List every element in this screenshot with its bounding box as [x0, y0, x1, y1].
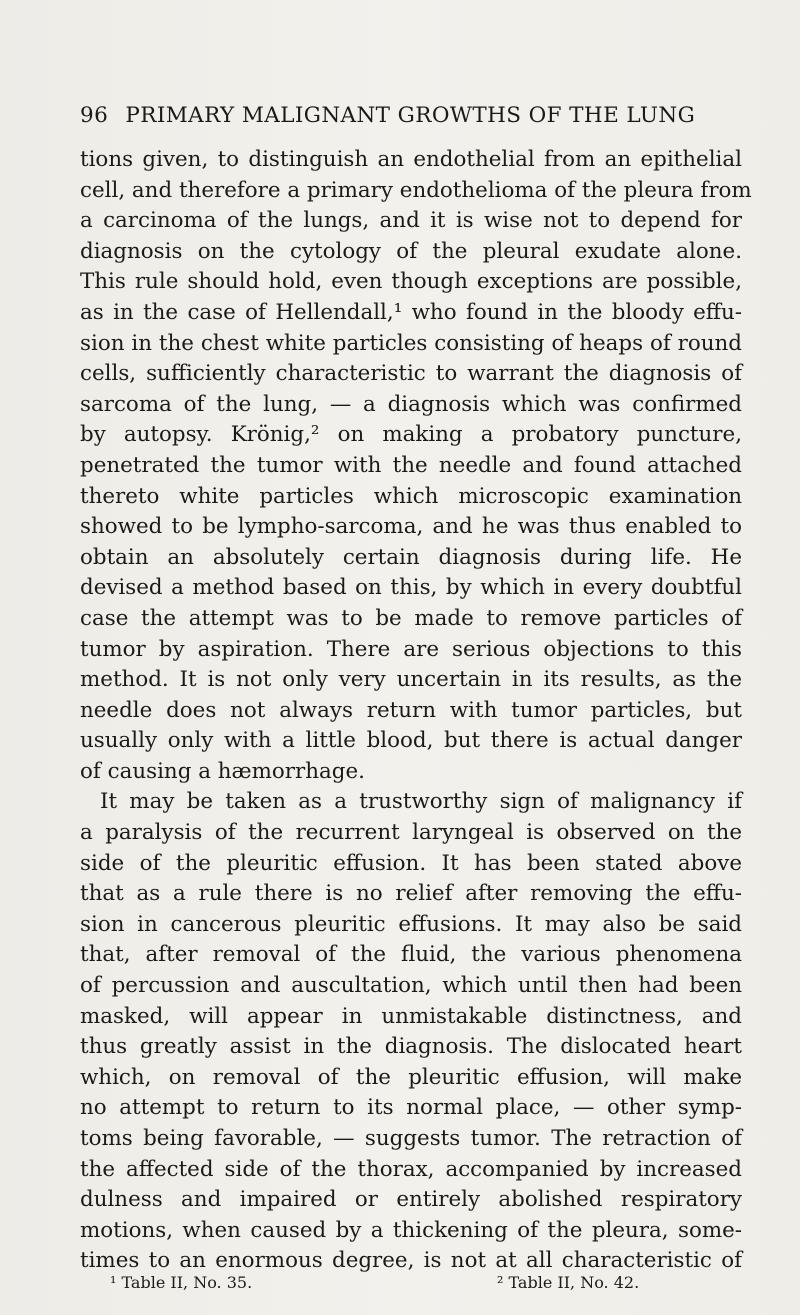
- text-line: cell, and therefore a primary endothelioma of the pleura from: [80, 177, 752, 203]
- text-line: of percussion and auscultation, which until then had been: [80, 973, 742, 999]
- text-line: thereto white particles which microscopic examination: [80, 483, 742, 509]
- text-line: dulness and impaired or entirely abolished respiratory: [80, 1187, 742, 1213]
- text-line: sion in cancerous pleuritic effusions. It may also be said: [80, 911, 742, 937]
- text-line: that, after removal of the fluid, the various phenomena: [80, 942, 742, 968]
- text-line: showed to be lympho-sarcoma, and he was thus enabled to: [80, 514, 742, 540]
- text-line: needle does not always return with tumor particles, but: [80, 697, 742, 723]
- running-title: PRIMARY MALIGNANT GROWTHS OF THE LUNG: [125, 103, 696, 128]
- text-line: case the attempt was to be made to remove particles of: [80, 605, 742, 631]
- text-line: method. It is not only very uncertain in its results, as the: [80, 667, 742, 693]
- text-line: cells, sufficiently characteristic to warrant the diagnosis of: [80, 361, 742, 387]
- running-header: [80, 103, 740, 128]
- text-line: masked, will appear in unmistakable distinctness, and: [80, 1003, 742, 1029]
- text-line: thus greatly assist in the diagnosis. The dislocated heart: [80, 1034, 742, 1060]
- text-line: times to an enormous degree, is not at all characteristic of: [80, 1248, 742, 1274]
- text-line: that as a rule there is no relief after removing the effu-: [80, 881, 742, 907]
- text-line: a carcinoma of the lungs, and it is wise not to depend for: [80, 208, 742, 234]
- footnote-1: ¹ Table II, No. 35.: [110, 1273, 253, 1292]
- body-text: [80, 145, 752, 1277]
- text-line: by autopsy. Krönig,² on making a probatory puncture,: [80, 422, 742, 448]
- footnote-2: ² Table II, No. 42.: [497, 1273, 640, 1292]
- text-line: sarcoma of the lung, — a diagnosis which was confirmed: [80, 391, 742, 417]
- text-line: side of the pleuritic effusion. It has been stated above: [80, 850, 742, 876]
- text-line: obtain an absolutely certain diagnosis during life. He: [80, 544, 742, 570]
- text-line: diagnosis on the cytology of the pleural exudate alone.: [80, 238, 742, 264]
- text-line: penetrated the tumor with the needle and found attached: [80, 452, 742, 478]
- text-line: motions, when caused by a thickening of the pleura, some-: [80, 1217, 742, 1243]
- text-line: It may be taken as a trustworthy sign of malignancy if: [100, 789, 742, 815]
- text-line: tumor by aspiration. There are serious objections to this: [80, 636, 742, 662]
- text-line: This rule should hold, even though exceptions are possible,: [80, 269, 742, 295]
- text-line: of causing a hæmorrhage.: [80, 758, 365, 784]
- text-line: devised a method based on this, by which in every doubtful: [80, 575, 742, 601]
- text-line: sion in the chest white particles consisting of heaps of round: [80, 330, 742, 356]
- text-line: tions given, to distinguish an endothelial from an epithelial: [80, 147, 742, 172]
- text-line: a paralysis of the recurrent laryngeal is observed on the: [80, 820, 742, 846]
- text-line: toms being favorable, — suggests tumor. The retraction of: [80, 1126, 742, 1151]
- page-number: 96: [80, 103, 109, 128]
- text-line: usually only with a little blood, but there is actual danger: [80, 728, 742, 754]
- text-line: the affected side of the thorax, accompanied by increased: [80, 1156, 742, 1182]
- text-line: no attempt to return to its normal place, — other symp-: [80, 1095, 742, 1121]
- text-line: as in the case of Hellendall,¹ who found in the bloody effu-: [80, 299, 742, 325]
- text-line: which, on removal of the pleuritic effusion, will make: [80, 1064, 742, 1090]
